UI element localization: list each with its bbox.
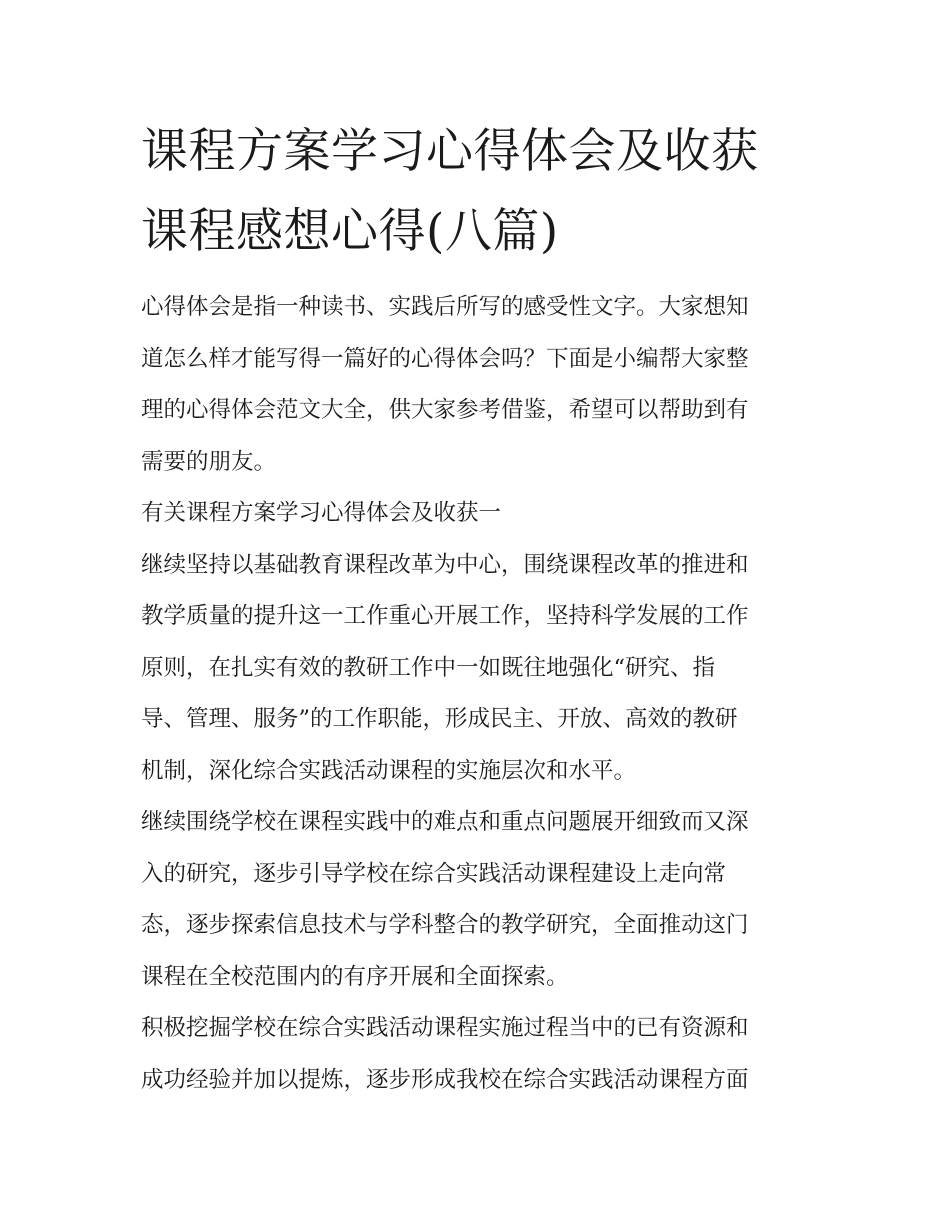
text-line: 理的心得体会范文大全，供大家参考借鉴，希望可以帮助到有 — [141, 397, 749, 423]
title-line: 课程感想心得(八篇) — [141, 204, 559, 259]
text-line: 继续坚持以基础教育课程改革为中心，围绕课程改革的推进和 — [141, 551, 749, 578]
text-line: 道怎么样才能写得一篇好的心得体会吗？下面是小编帮大家整 — [141, 345, 749, 372]
text-line: 原则，在扎实有效的教研工作中一如既往地强化“研究、指 — [141, 654, 716, 681]
text-line: 有关课程方案学习心得体会及收获一 — [141, 500, 502, 526]
text-line: 心得体会是指一种读书、实践后所写的感受性文字。大家想知 — [141, 294, 749, 320]
section-heading — [141, 488, 813, 540]
text-line: 成功经验并加以提炼，逐步形成我校在综合实践活动课程方面 — [141, 1066, 749, 1093]
intro-paragraph — [141, 282, 813, 488]
body-paragraph — [141, 1003, 813, 1106]
body-paragraph — [141, 797, 813, 1003]
text-line: 机制，深化综合实践活动课程的实施层次和水平。 — [141, 757, 637, 784]
text-line: 态，逐步探索信息技术与学科整合的教学研究，全面推动这门 — [141, 912, 749, 938]
body-paragraph — [141, 540, 813, 798]
text-line: 积极挖掘学校在综合实践活动课程实施过程当中的已有资源和 — [141, 1015, 749, 1041]
text-line: 课程在全校范围内的有序开展和全面探索。 — [141, 963, 569, 990]
text-line: 入的研究，逐步引导学校在综合实践活动课程建设上走向常 — [141, 860, 727, 887]
document-title — [141, 112, 813, 272]
text-line: 导、管理、服务”的工作职能，形成民主、开放、高效的教研 — [141, 706, 738, 732]
text-line: 继续围绕学校在课程实践中的难点和重点问题展开细致而又深 — [141, 809, 749, 835]
text-line: 教学质量的提升这一工作重心开展工作，坚持科学发展的工作 — [141, 603, 749, 629]
document-page — [141, 112, 813, 1106]
title-line: 课程方案学习心得体会及收获 — [141, 124, 759, 179]
text-line: 需要的朋友。 — [141, 448, 277, 475]
